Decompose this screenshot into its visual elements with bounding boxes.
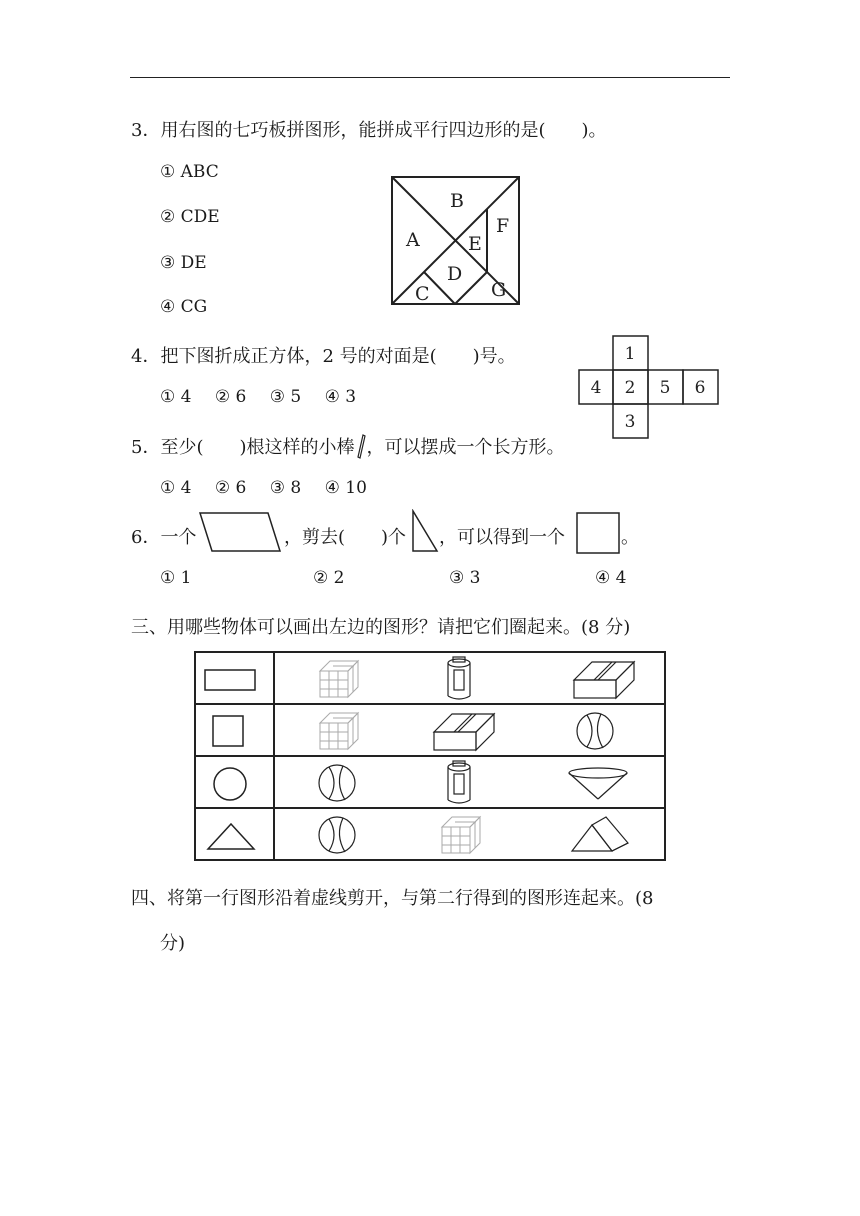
tangram-piece-c: C — [415, 283, 430, 305]
q4-option-4[interactable]: ④ 3 — [324, 387, 357, 407]
table-row-rectangle — [196, 653, 664, 705]
question-6-text: 6．一个 — [131, 527, 197, 548]
q5-option-3[interactable]: ③ 8 — [269, 478, 302, 498]
q5-text-b: ，可以摆成一个长方形。 — [366, 437, 565, 458]
section-4-title: 四、将第一行图形沿着虚线剪开，与第二行得到的图形连起来。(8 — [131, 888, 654, 909]
q5-options — [160, 478, 367, 498]
question-6-text-b: ，剪去( )个 — [284, 527, 407, 548]
net-face-6: 6 — [694, 378, 706, 398]
net-face-3: 3 — [624, 412, 636, 432]
tangram-figure — [391, 176, 521, 306]
question-6-text-d: 。 — [621, 527, 639, 548]
question-6-text-c: ，可以得到一个 — [439, 527, 565, 548]
q6-option-4[interactable]: ④ 4 — [595, 568, 627, 588]
ball-icon[interactable] — [317, 763, 357, 803]
can-icon[interactable] — [444, 656, 474, 702]
table-row-triangle — [196, 809, 664, 861]
rectangle-shape — [204, 669, 258, 693]
ball-icon[interactable] — [575, 711, 615, 751]
cube-stack-icon[interactable] — [440, 815, 482, 855]
q4-options — [160, 387, 356, 407]
net-face-2: 2 — [624, 378, 636, 398]
q3-option-2[interactable]: ② CDE — [160, 207, 220, 227]
ball-icon[interactable] — [317, 815, 357, 855]
parallelogram-icon — [198, 511, 282, 553]
cube-stack-icon[interactable] — [318, 659, 360, 699]
tangram-piece-a: A — [406, 229, 420, 251]
square-shape — [212, 715, 246, 749]
triangle-shape — [206, 821, 256, 851]
q3-option-3[interactable]: ③ DE — [160, 253, 207, 273]
table-row-circle — [196, 757, 664, 809]
square-icon — [576, 512, 620, 554]
net-face-5: 5 — [659, 378, 671, 398]
net-face-4: 4 — [590, 378, 602, 398]
shape-object-table — [194, 651, 666, 861]
q5-option-1[interactable]: ① 4 — [160, 478, 192, 498]
q4-option-1[interactable]: ① 4 — [160, 387, 192, 407]
section-3-title: 三、用哪些物体可以画出左边的图形？请把它们圈起来。(8 分) — [131, 617, 631, 638]
question-5-text — [131, 433, 565, 459]
q5-text-a: 5．至少( )根这样的小棒 — [131, 437, 355, 458]
cuboid-box-icon[interactable] — [572, 658, 636, 700]
header-rule — [130, 77, 730, 78]
tangram-piece-g: G — [491, 279, 507, 301]
table-row-square — [196, 705, 664, 757]
cube-net-figure — [578, 335, 720, 439]
q6-option-2[interactable]: ② 2 — [313, 568, 345, 588]
q5-option-4[interactable]: ④ 10 — [324, 478, 367, 498]
prism-icon[interactable] — [570, 815, 630, 855]
q6-option-3[interactable]: ③ 3 — [449, 568, 481, 588]
tangram-piece-f: F — [496, 215, 510, 237]
cube-stack-icon[interactable] — [318, 711, 360, 751]
question-3-text: 3．用右图的七巧板拼图形，能拼成平行四边形的是( )。 — [131, 120, 607, 141]
section-4-title-cont: 分) — [160, 933, 186, 954]
q4-option-2[interactable]: ② 6 — [214, 387, 247, 407]
can-icon[interactable] — [444, 760, 474, 806]
tangram-piece-e: E — [468, 233, 482, 255]
tangram-piece-b: B — [450, 190, 464, 212]
tangram-piece-d: D — [447, 263, 463, 285]
q4-option-3[interactable]: ③ 5 — [269, 387, 302, 407]
question-4-text: 4．把下图折成正方体，2 号的对面是( )号。 — [131, 346, 516, 367]
q5-option-2[interactable]: ② 6 — [214, 478, 247, 498]
q3-option-4[interactable]: ④ CG — [160, 297, 208, 317]
net-face-1: 1 — [624, 344, 636, 364]
cuboid-box-icon[interactable] — [432, 710, 496, 752]
stick-icon — [355, 433, 367, 459]
q3-option-1[interactable]: ① ABC — [160, 162, 219, 182]
q6-option-1[interactable]: ① 1 — [160, 568, 192, 588]
circle-shape — [212, 766, 248, 802]
cone-icon[interactable] — [566, 765, 630, 801]
right-triangle-icon — [411, 509, 439, 553]
